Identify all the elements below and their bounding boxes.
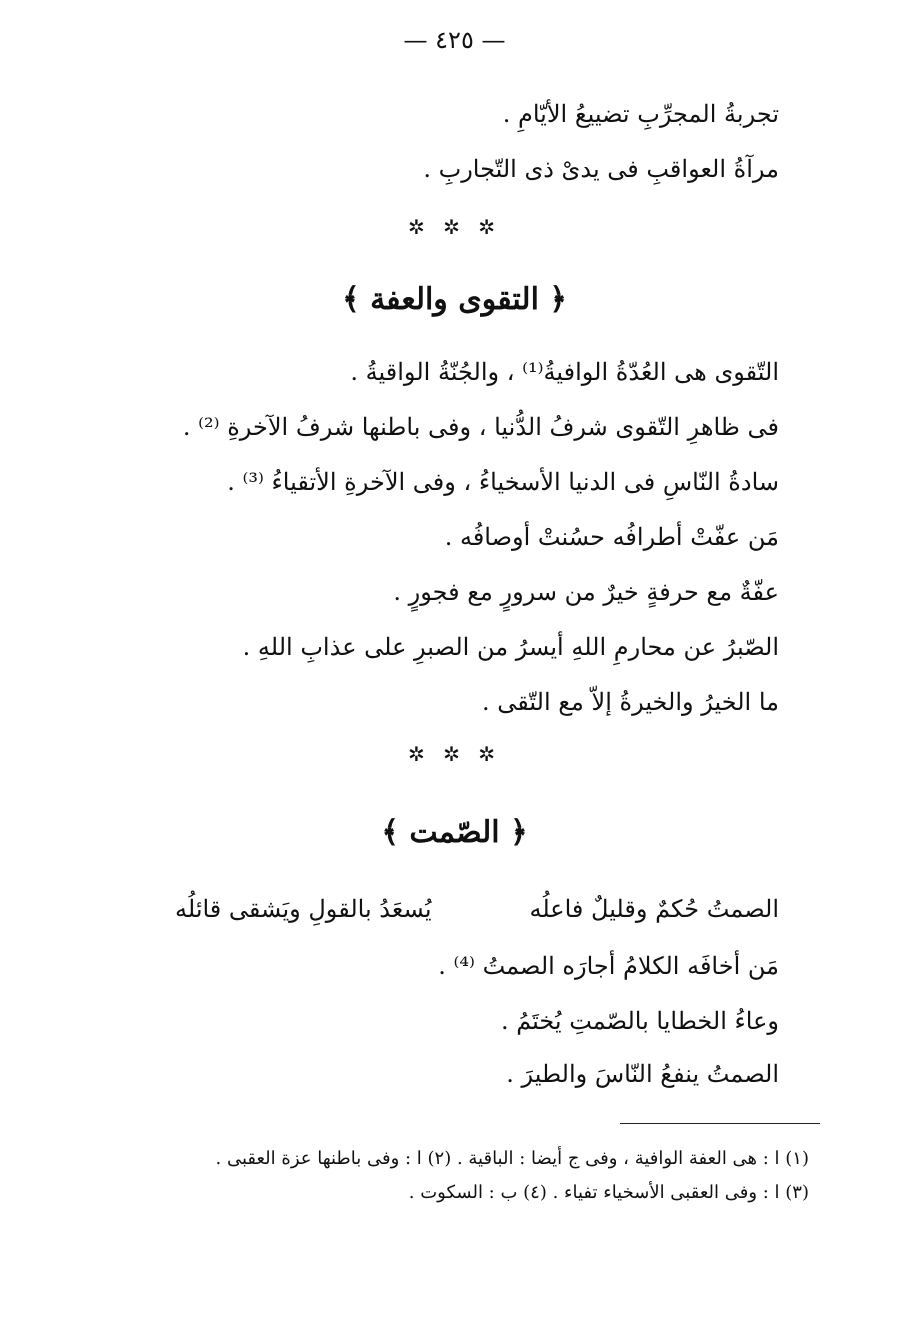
section-heading-samt: ﴿ الصّمت ﴾	[381, 815, 528, 850]
taqwa-line-1: التّقوى هى العُدّةُ الوافيةُ⁽¹⁾ ، والجُنّةُ الواقيةُ .	[350, 358, 779, 386]
taqwa-line-3: سادةُ النّاسِ فى الدنيا الأسخياءُ ، وفى الآخرةِ الأتقياءُ ⁽³⁾ .	[227, 468, 779, 496]
taqwa-line-2: فى ظاهرِ التّقوى شرفُ الدُّنيا ، وفى باطنها شرفُ الآخرةِ ⁽²⁾ .	[182, 413, 779, 441]
page-number: — ٤٢٥ —	[403, 26, 506, 54]
verse-first-half: الصمتُ حُكمٌ وقليلٌ فاعلُه	[529, 895, 779, 923]
section-heading-taqwa: ﴿ التقوى والعفة ﴾	[342, 282, 567, 317]
top-line-1: تجربةُ المجرِّبِ تضييعُ الأيّامِ .	[502, 100, 779, 128]
samt-line-1: مَن أخافَه الكلامُ أجارَه الصمتُ ⁽⁴⁾ .	[438, 952, 779, 980]
top-line-2: مرآةُ العواقبِ فى يدىْ ذى التّجاربِ .	[423, 155, 779, 183]
samt-line-2: وعاءُ الخطايا بالصّمتِ يُختَمُ .	[500, 1007, 779, 1035]
samt-line-3: الصمتُ ينفعُ النّاسَ والطيرَ .	[506, 1060, 779, 1088]
separator-stars: ✲ ✲ ✲	[408, 215, 501, 239]
taqwa-line-4: مَن عفّتْ أطرافُه حسُنتْ أوصافُه .	[444, 523, 779, 551]
taqwa-line-5: عفّةٌ مع حرفةٍ خيرٌ من سرورٍ مع فجورٍ .	[393, 578, 779, 606]
footnote-line-2: (٣) ا : وفى العقبى الأسخياء تفياء . (٤) ب : السكوت .	[408, 1182, 809, 1203]
footnote-line-1: (١) ا : هى العفة الوافية ، وفى ج أيضا : الباقية . (٢) ا : وفى باطنها عزة العقبى .	[215, 1148, 809, 1169]
separator-stars: ✲ ✲ ✲	[408, 742, 501, 766]
taqwa-line-6: الصّبرُ عن محارمِ اللهِ أيسرُ من الصبرِ على عذابِ اللهِ .	[242, 633, 779, 661]
taqwa-line-7: ما الخيرُ والخيرةُ إلاّ مع التّقى .	[482, 688, 779, 716]
verse-second-half: يُسعَدُ بالقولِ ويَشقى قائلُه	[175, 895, 432, 923]
footnote-divider	[620, 1123, 820, 1124]
